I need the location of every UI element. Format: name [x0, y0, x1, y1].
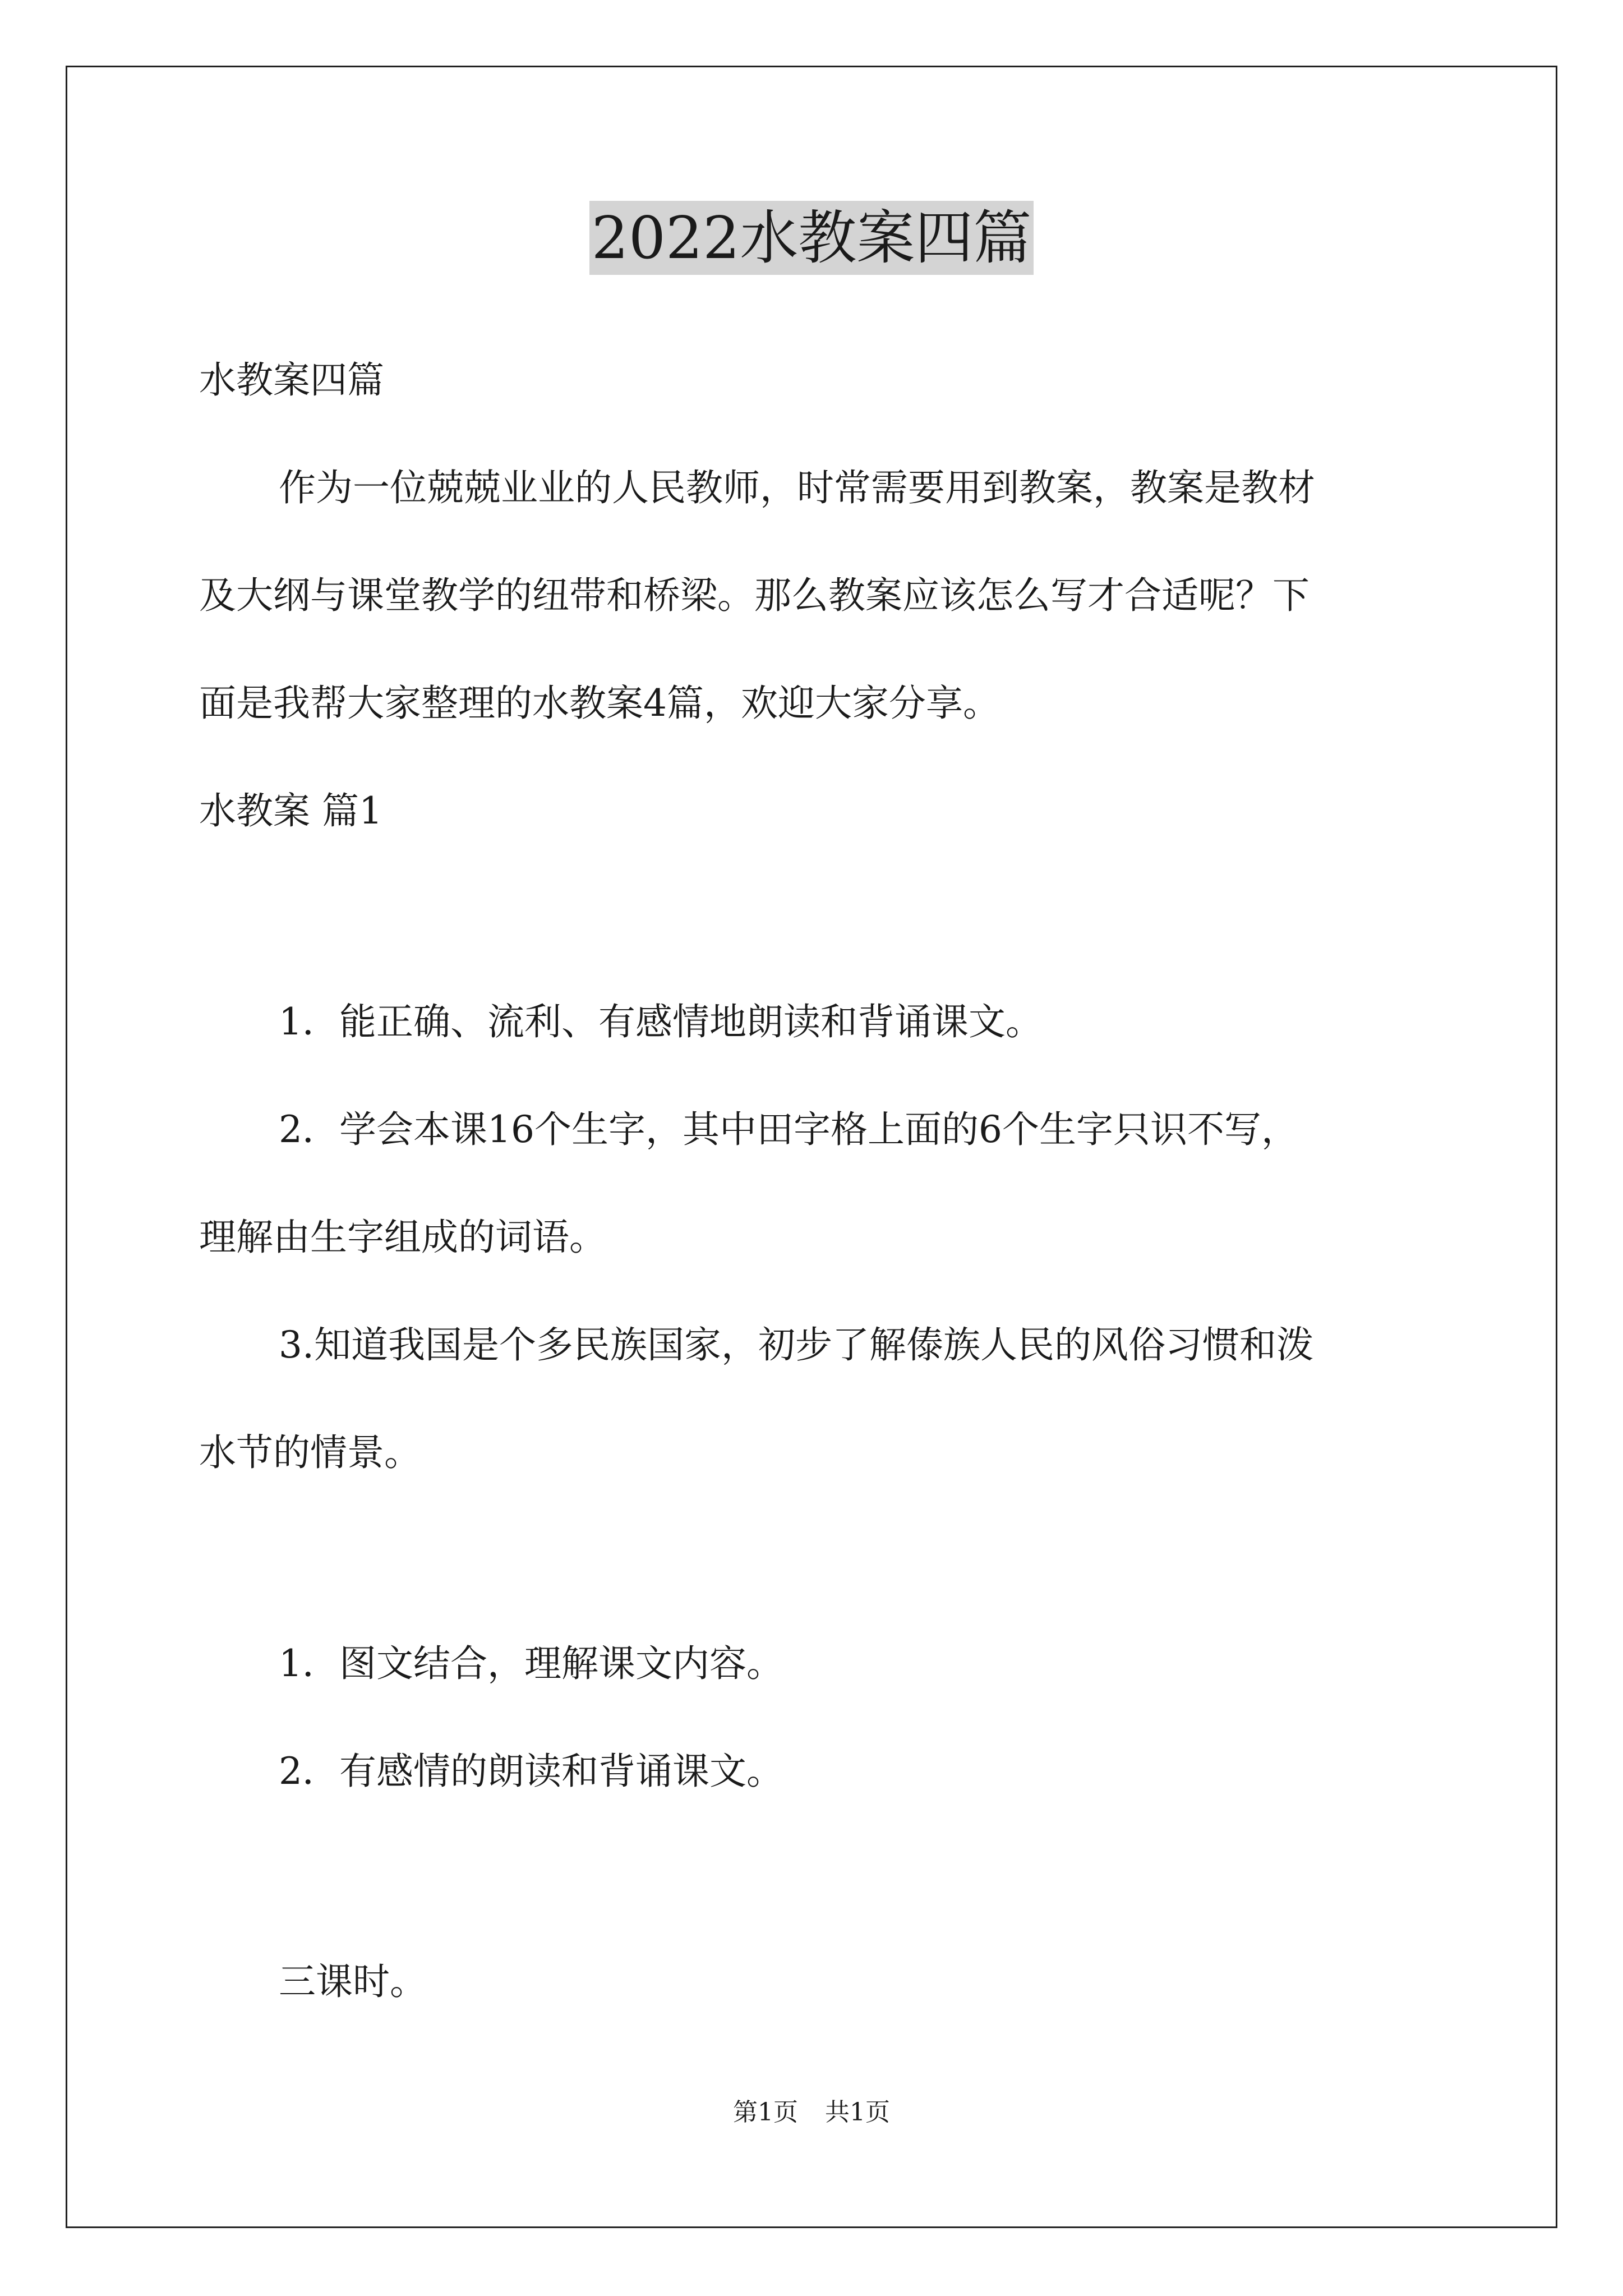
page-count: 共1页	[825, 2098, 890, 2127]
intro-line: 及大纲与课堂教学的纽带和桥梁。那么教案应该怎么写才合适呢？下	[199, 574, 1310, 617]
objective-line: 3.知道我国是个多民族国家，初步了解傣族人民的风俗习惯和泼	[279, 1323, 1313, 1366]
key-point-line: 2．有感情的朗读和背诵课文。	[279, 1750, 783, 1793]
objective-line: 理解由生字组成的词语。	[199, 1216, 606, 1259]
intro-line: 作为一位兢兢业业的人民教师，时常需要用到教案，教案是教材	[279, 466, 1315, 509]
objective-line: 1．能正确、流利、有感情地朗读和背诵课文。	[279, 1000, 1043, 1043]
document-title: 2022水教案四篇	[589, 201, 1034, 275]
duration-line: 三课时。	[279, 1960, 427, 2003]
objective-line: 2．学会本课16个生字，其中田字格上面的6个生字只识不写，	[279, 1108, 1298, 1151]
objective-line: 水节的情景。	[199, 1431, 421, 1474]
page-footer	[0, 2096, 1623, 2129]
key-point-line: 1．图文结合，理解课文内容。	[279, 1642, 783, 1685]
page-number: 第1页	[733, 2098, 798, 2127]
intro-line: 面是我帮大家整理的水教案4篇，欢迎大家分享。	[199, 682, 1000, 725]
section-heading: 水教案 篇1	[199, 789, 382, 832]
document-subtitle: 水教案四篇	[199, 358, 384, 402]
